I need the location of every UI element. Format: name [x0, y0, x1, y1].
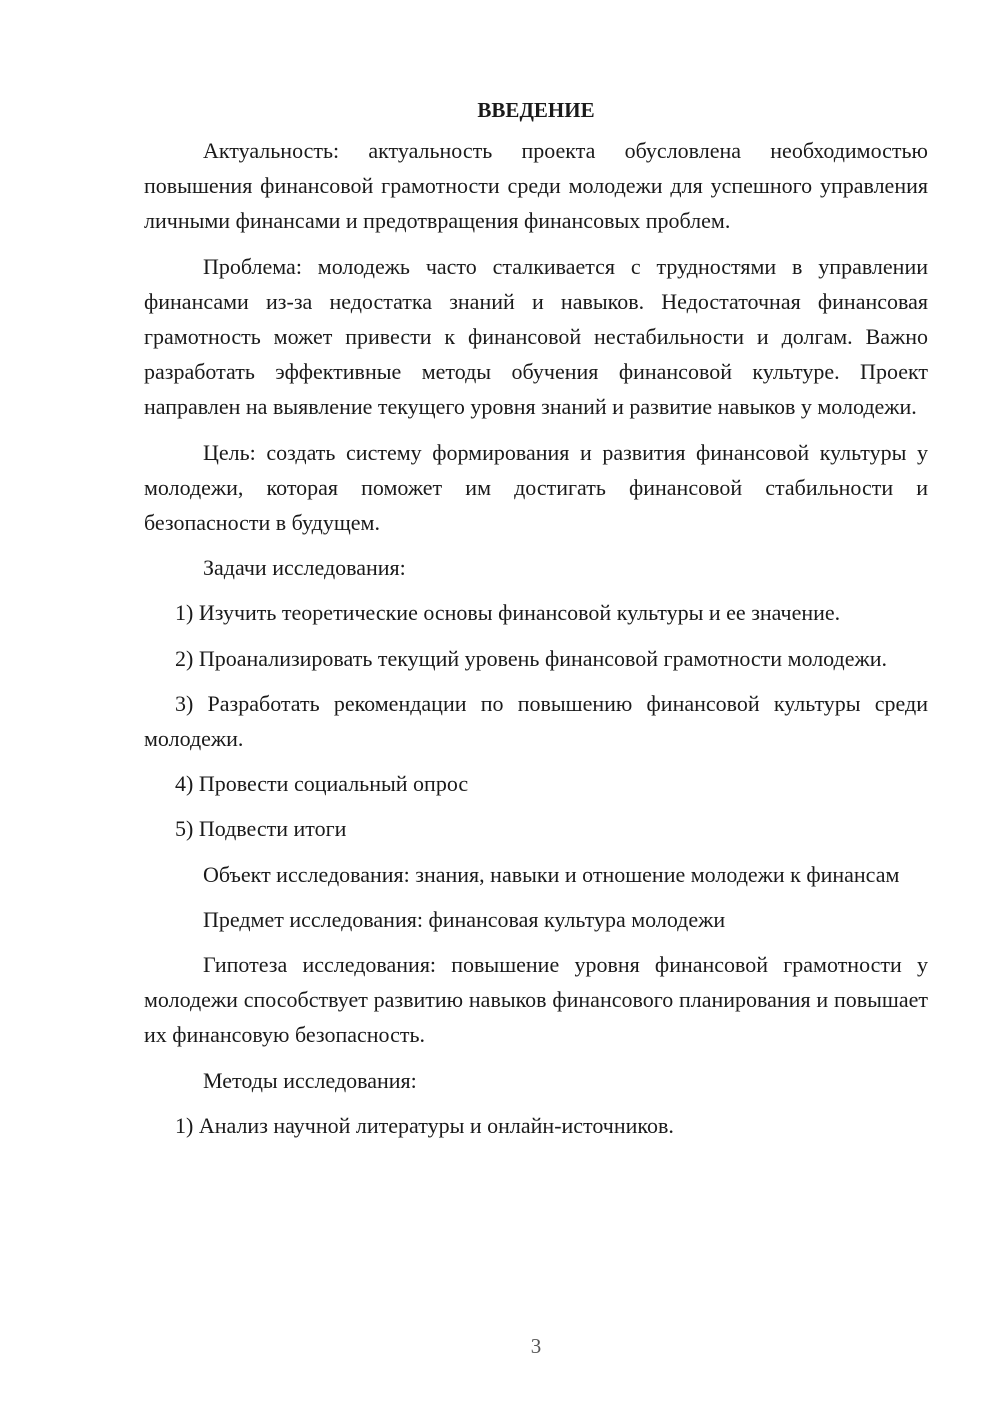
paragraph-tasks-heading: Задачи исследования: [203, 555, 406, 581]
paragraph-problem: Проблема: молодежь часто сталкивается с трудностями в управлении финансами из-за недостатка знаний и навыков. Недостаточная финансовая грамотность может привести к финансовой нестабильности и долгам. Важно разработать эффективные методы обучения финансовой культуре. Проект направлен на выявление текущего уровня знаний и развитие навыков у молодежи. [144, 253, 928, 420]
paragraph-goal: Цель: создать систему формирования и развития финансовой культуры у молодежи, которая поможет им достигать финансовой стабильности и безопасности в будущем. [144, 439, 928, 536]
list-item-task-5: 5) Подвести итоги [175, 816, 347, 842]
paragraph-methods-heading: Методы исследования: [203, 1067, 417, 1093]
page-number: 3 [530, 1334, 542, 1358]
list-item-method-1: 1) Анализ научной литературы и онлайн-источников. [175, 1112, 674, 1138]
document-title: ВВЕДЕНИЕ [477, 98, 595, 122]
paragraph-subject: Предмет исследования: финансовая культура молодежи [203, 906, 726, 932]
list-item-task-4: 4) Провести социальный опрос [175, 771, 469, 797]
list-item-task-1: 1) Изучить теоретические основы финансовой культуры и ее значение. [175, 600, 841, 626]
document-page [144, 94, 928, 1153]
paragraph-hypothesis: Гипотеза исследования: повышение уровня финансовой грамотности у молодежи способствует развитию навыков финансового планирования и повышает их финансовую безопасность. [144, 952, 928, 1048]
list-item-task-2: 2) Проанализировать текущий уровень финансовой грамотности молодежи. [175, 645, 887, 671]
paragraph-object: Объект исследования: знания, навыки и отношение молодежи к финансам [203, 861, 900, 887]
paragraph-relevance: Актуальность: актуальность проекта обусловлена необходимостью повышения финансовой грамотности среди молодежи для успешного управления личными финансами и предотвращения финансовых проблем. [144, 138, 928, 234]
list-item-task-3: 3) Разработать рекомендации по повышению финансовой культуры среди молодежи. [144, 690, 928, 752]
